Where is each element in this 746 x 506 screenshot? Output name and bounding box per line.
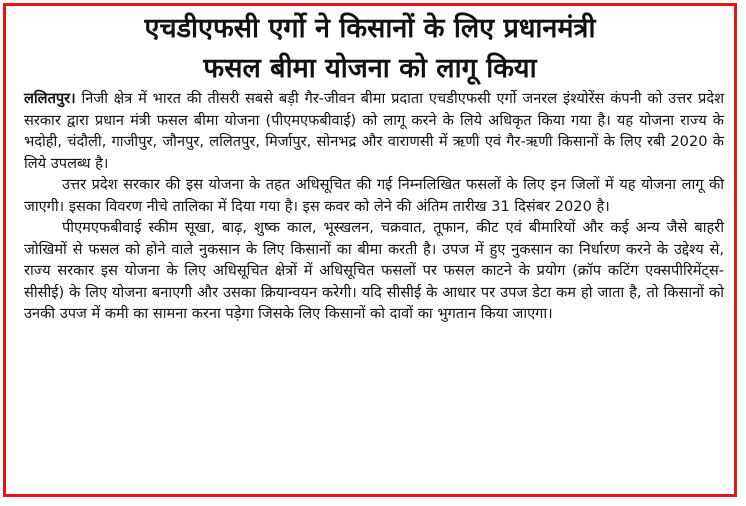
article-body bbox=[24, 88, 724, 325]
headline-line-1: एचडीएफसी एर्गो ने किसानों के लिए प्रधानमंत्री bbox=[144, 13, 596, 44]
headline-line-2: फसल बीमा योजना को लागू किया bbox=[203, 53, 537, 84]
paragraph-3: पीएमएफबीवाई स्कीम सूखा, बाढ़, शुष्क काल, भूस्खलन, चक्रवात, तूफान, कीट एवं बीमारियों और कई अन्य जैसे बाहरी जोखिमों से फसल को होने वाले नुकसान के लिए किसानों का बीमा करती है। उपज में हुए नुकसान का निर्धारण करने के उद्देश्य से, राज्य सरकार इस योजना के लिए अधिसूचित क्षेत्रों में अधिसूचित फसलों पर फसल काटने के प्रयोग (क्रॉप कटिंग एक्सपीरिमेंट्स-सीसीई) के लिए योजना बनाएगी और उसका क्रियान्वयन करेगी। यदि सीसीई के आधार पर उपज डेटा कम हो जाता है, तो किसानों को उनकी उपज में कमी का सामना करना पड़ेगा जिसके लिए किसानों को दावों का भुगतान किया जाएगा। bbox=[24, 219, 724, 322]
paragraph-1-text: निजी क्षेत्र में भारत की तीसरी सबसे बड़ी गैर-जीवन बीमा प्रदाता एचडीएफसी एर्गो जनरल इंश्योरेंस कंपनी को उत्तर प्रदेश सरकार द्वारा प्रधान मंत्री फसल बीमा योजना (पीएमएफबीवाई) को लागू करने के लिये अधिकृत किया गया है। यह योजना राज्य के भदोही, चंदौली, गाजीपुर, जौनपुर, ललितपुर, मिर्जापुर, सोनभद्र और वाराणसी में ऋणी एवं गैर-ऋणी किसानों के लिए रबी 2020 के लिये उपलब्ध है। bbox=[24, 90, 724, 172]
paragraph-2: उत्तर प्रदेश सरकार की इस योजना के तहत अधिसूचित की गई निम्नलिखित फसलों के लिए इन जिलों में यह योजना लागू की जाएगी। इसका विवरण नीचे तालिका में दिया गया है। इस कवर को लेने की अंतिम तारीख 31 दिसंबर 2020 है। bbox=[24, 176, 724, 215]
paragraph-1 bbox=[24, 88, 724, 174]
news-clipping-frame bbox=[3, 3, 737, 497]
dateline: ललितपुर। bbox=[24, 90, 76, 107]
